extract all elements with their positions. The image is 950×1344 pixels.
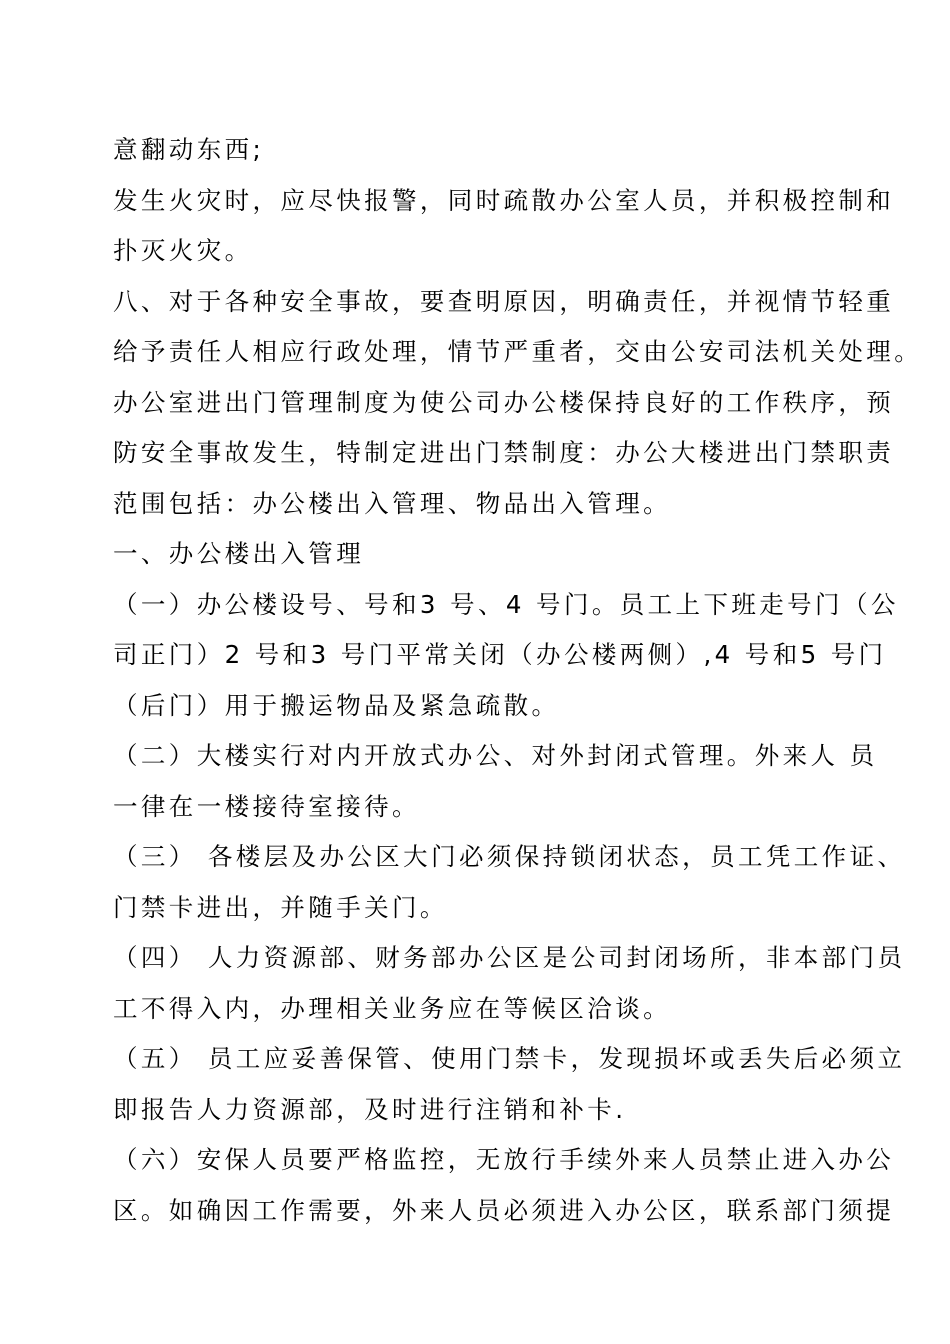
text-line-2: 发生火灾时，应尽快报警，同时疏散办公室人员，并积极控制和: [113, 185, 895, 215]
text-line-17: （四） 人力资源部、财务部办公区是公司封闭场所，非本部门员: [113, 943, 906, 972]
text-line-12: （后门）用于搬运物品及紧急疏散。: [113, 690, 560, 720]
section-heading: 一、办公楼出入管理: [113, 539, 365, 568]
text-line-15: （三） 各楼层及办公区大门必须保持锁闭状态，员工凭工作证、: [113, 842, 906, 871]
text-line-7: 防安全事故发生，特制定进出门禁制度：办公大楼进出门禁职责: [113, 438, 895, 467]
text-line-21: （六）安保人员要严格监控，无放行手续外来人员禁止进入办公: [113, 1145, 895, 1174]
text-line-5: 给予责任人相应行政处理，情节严重者，交由公安司法机关处理。: [113, 337, 923, 366]
text-line-1: 意翻动东西;: [113, 135, 265, 164]
text-line-3: 扑灭火灾。: [113, 236, 253, 265]
text-line-18: 工不得入内，办理相关业务应在等候区洽谈。: [113, 993, 671, 1023]
text-line-4: 八、对于各种安全事故，要查明原因，明确责任，并视情节轻重: [113, 286, 895, 316]
text-line-14: 一律在一楼接待室接待。: [113, 791, 420, 821]
text-line-22: 区。如确因工作需要，外来人员必须进入办公区，联系部门须提: [113, 1195, 895, 1225]
text-line-11: 司正门）2 号和3 号门平常关闭（办公楼两侧）,4 号和5 号门: [113, 640, 887, 669]
text-line-20: 即报告人力资源部，及时进行注销和补卡.: [113, 1094, 627, 1124]
text-line-6: 办公室进出门管理制度为使公司办公楼保持良好的工作秩序，预: [113, 387, 895, 417]
document-body: [113, 125, 923, 1236]
text-line-8: 范围包括：办公楼出入管理、物品出入管理。: [113, 488, 671, 518]
text-line-13: （二）大楼实行对内开放式办公、对外封闭式管理。外来人 员: [113, 741, 878, 770]
text-line-19: （五） 员工应妥善保管、使用门禁卡，发现损坏或丢失后必须立: [113, 1044, 906, 1073]
text-line-16: 门禁卡进出，并随手关门。: [113, 892, 448, 922]
text-line-10: （一）办公楼设号、号和3 号、4 号门。员工上下班走号门（公: [113, 589, 899, 619]
